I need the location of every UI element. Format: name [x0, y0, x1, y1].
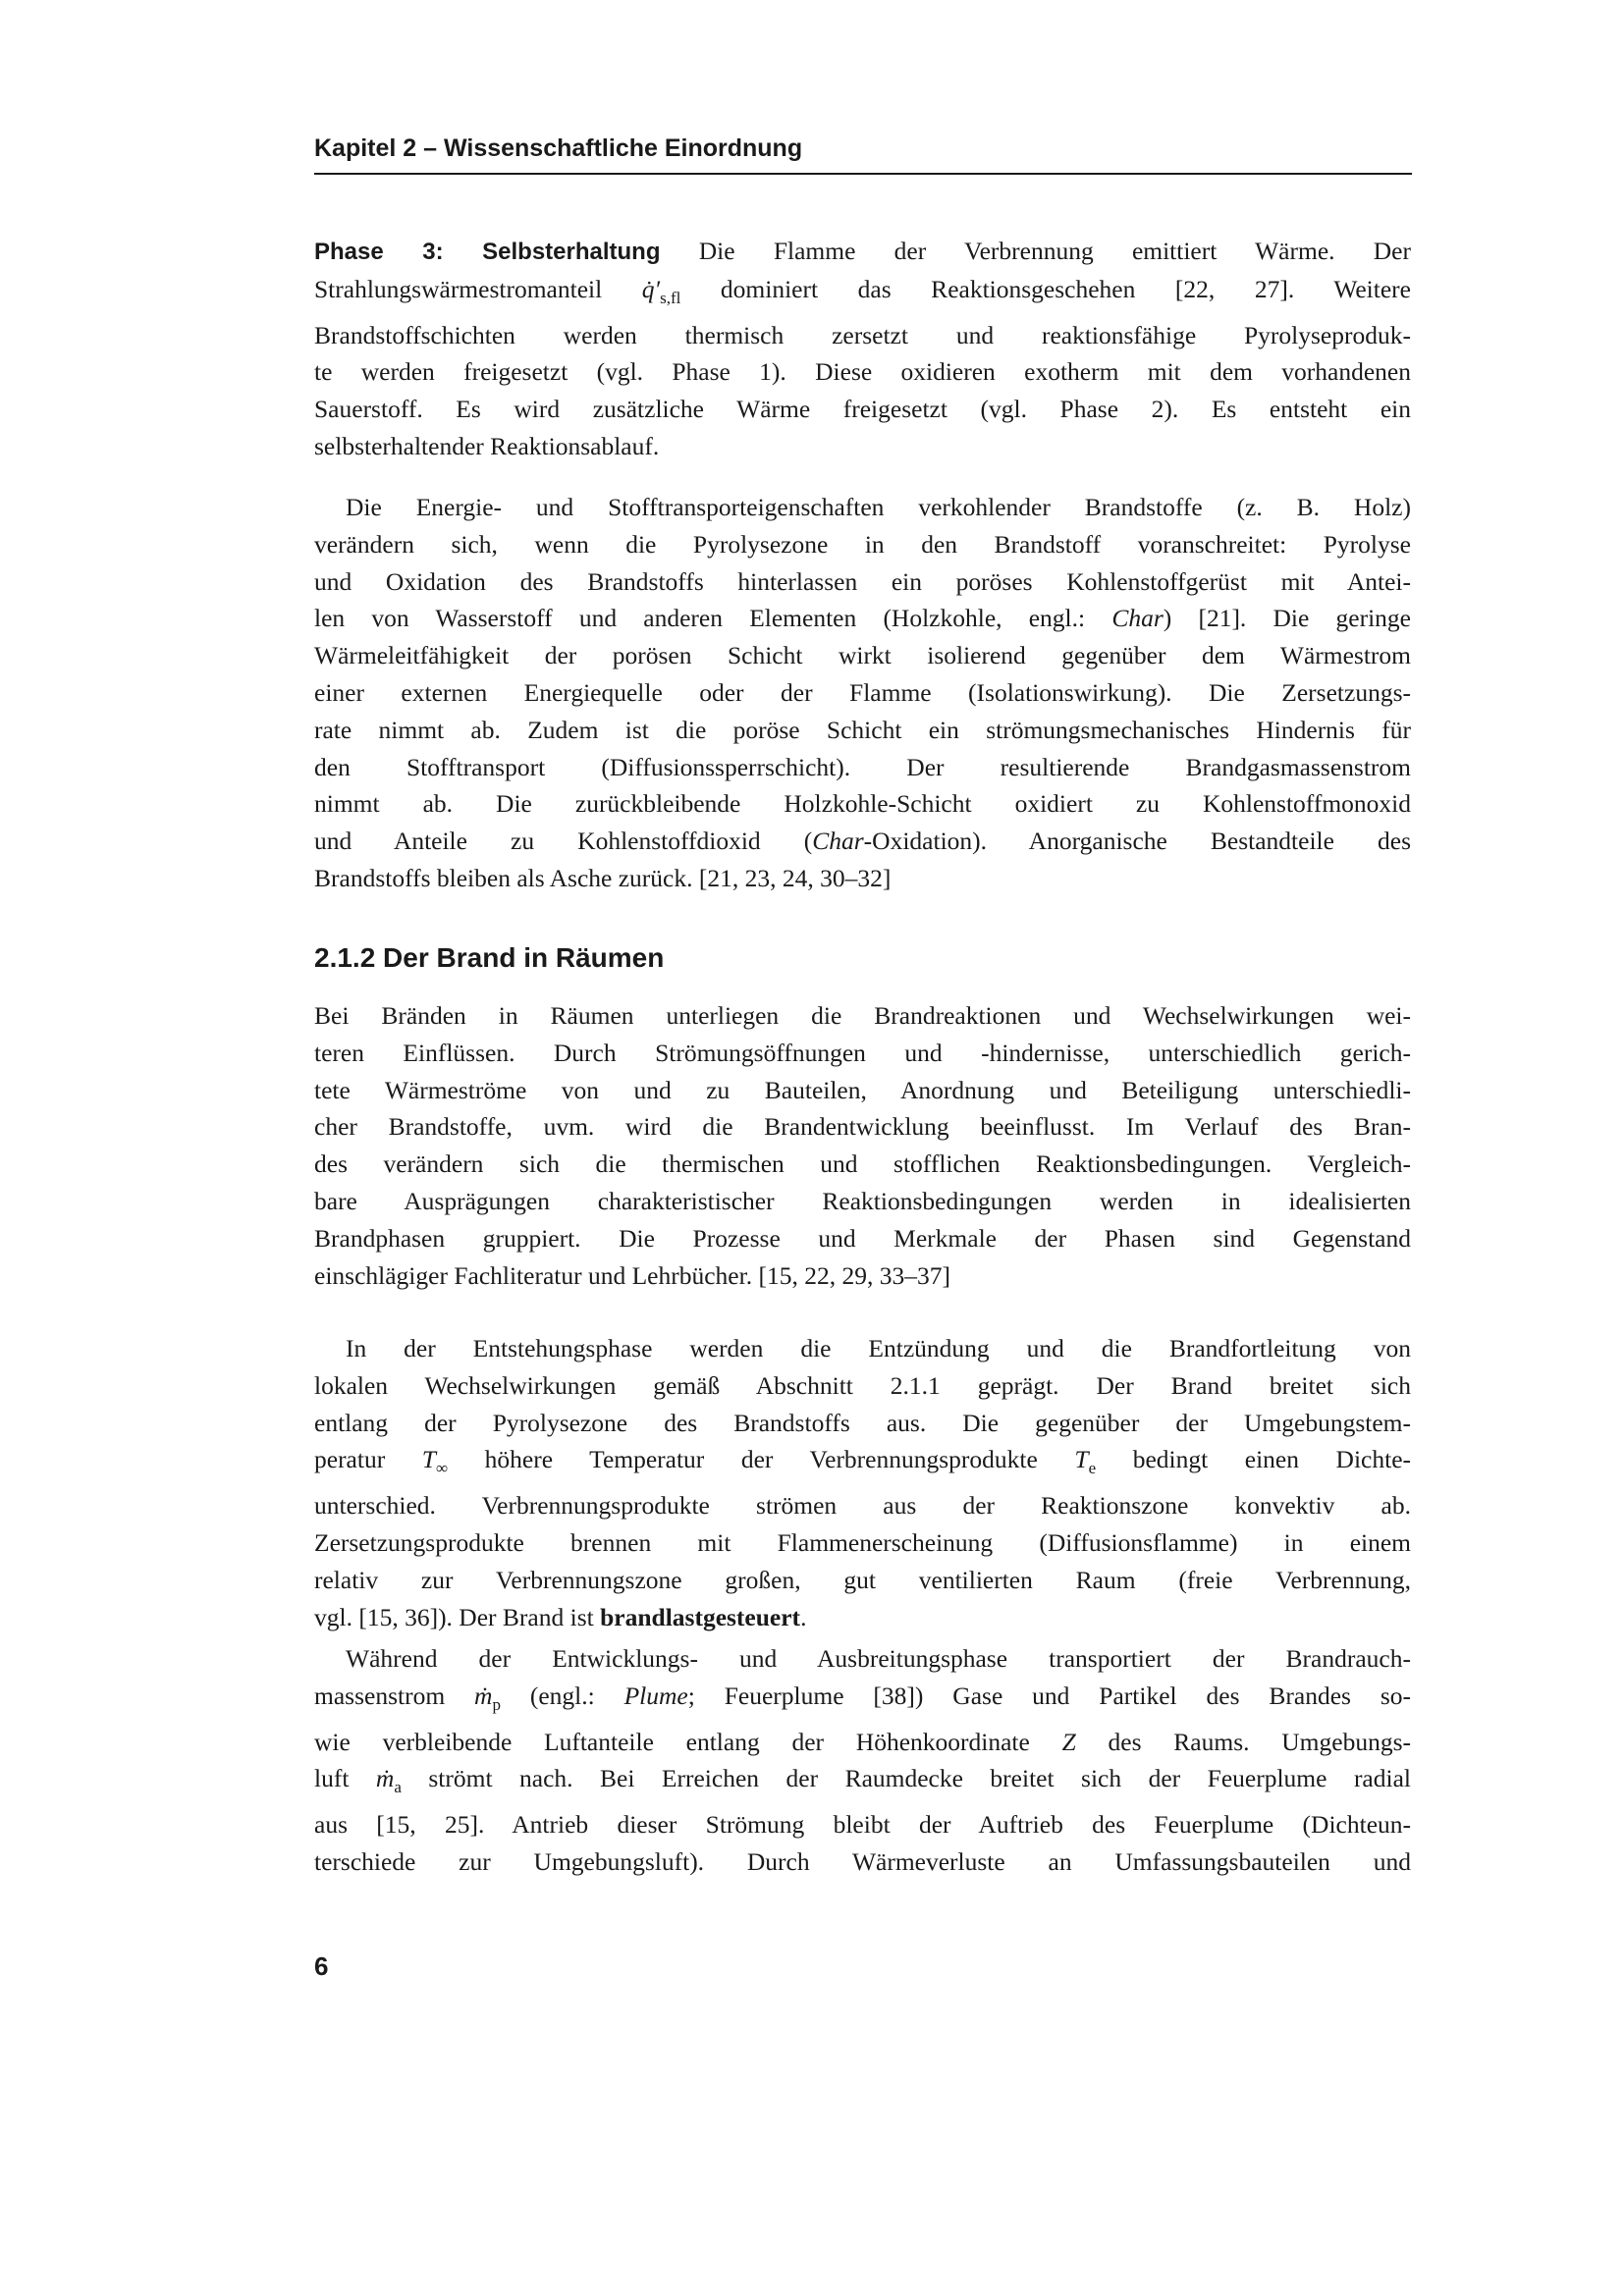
text-run: bedingt einen Dichte-	[1096, 1445, 1411, 1474]
text-run: einer externen Energiequelle oder der Flamme (Isolationswirkung). Die Zersetzungs-	[314, 677, 1411, 707]
text-run: cher Brandstoffe, uvm. wird die Brandentwicklung beeinflusst. Im Verlauf des Bran-	[314, 1112, 1411, 1142]
text-run: In der Entstehungsphase werden die Entzündung und die Brandfortleitung von	[346, 1334, 1411, 1362]
text-line	[314, 637, 1411, 674]
math-symbol	[641, 274, 681, 307]
text-line	[314, 1108, 1411, 1146]
math-subscript: p	[492, 1694, 501, 1714]
text-run: terschiede zur Umgebungsluft). Durch Wärmeverluste an Umfassungsbauteilen und	[314, 1847, 1411, 1877]
text-run: Die Flamme der Verbrennung emittiert Wärme. Der	[660, 237, 1411, 265]
text-run: len von Wasserstoff und anderen Elementen (Holzkohle, engl.:	[314, 604, 1112, 633]
text-run: (engl.:	[500, 1681, 624, 1710]
text-line	[314, 1599, 1411, 1636]
header-rule	[314, 173, 1412, 175]
running-header: Kapitel 2 – Wissenschaftliche Einordnung	[314, 134, 803, 162]
text-line	[314, 428, 1411, 465]
text-line	[314, 1724, 1411, 1761]
text-run: höhere Temperatur der Verbrennungsprodukte	[448, 1445, 1075, 1474]
text-run: Brandstoffschichten werden thermisch zersetzt und reaktionsfähige Pyrolyseproduk-	[314, 320, 1411, 349]
text-line	[314, 749, 1411, 786]
text-line	[314, 1257, 1411, 1295]
math-subscript: a	[394, 1778, 402, 1797]
text-line	[314, 1367, 1411, 1405]
math-symbol	[375, 1764, 402, 1797]
text-run: Brandstoffs bleiben als Asche zurück. [21, 23, 24, 30–32]	[314, 863, 892, 892]
text-line	[314, 1146, 1411, 1183]
text-line	[314, 1678, 1411, 1724]
text-run: Brandphasen gruppiert. Die Prozesse und Merkmale der Phasen sind Gegenstand	[314, 1223, 1411, 1253]
text-run: den Stofftransport (Diffusionssperrschicht). Der resultierende Brandgasmassenstrom	[314, 752, 1411, 781]
text-line	[314, 317, 1411, 354]
text-run: Zersetzungsprodukte brennen mit Flammenerscheinung (Diffusionsflamme) in einem	[314, 1528, 1411, 1558]
math-base: q̇′	[641, 274, 661, 303]
paragraph-brand-in-raeumen	[314, 997, 1411, 1294]
text-line	[314, 1330, 1411, 1367]
text-line	[314, 1035, 1411, 1072]
text-line	[314, 526, 1411, 563]
bold-term: brandlastgesteuert	[600, 1602, 801, 1631]
text-line	[314, 712, 1411, 749]
text-line	[314, 1806, 1411, 1843]
italic-term: Z	[1061, 1727, 1076, 1756]
text-run: vgl. [15, 36]). Der Brand ist	[314, 1602, 601, 1631]
text-run: nimmt ab. Die zurückbleibende Holzkohle-Schicht oxidiert zu Kohlenstoffmonoxid	[314, 789, 1411, 819]
text-run: einschlägiger Fachliteratur und Lehrbücher. [15, 22, 29, 33–37]	[314, 1260, 950, 1290]
text-run: bare Ausprägungen charakteristischer Reaktionsbedingungen werden in idealisierten	[314, 1186, 1411, 1215]
text-line	[314, 1760, 1411, 1806]
italic-term: Char	[812, 827, 864, 856]
text-run: Sauerstoff. Es wird zusätzliche Wärme freigesetzt (vgl. Phase 2). Es entsteht ein	[314, 395, 1411, 424]
paragraph-ausbreitungsphase	[314, 1640, 1411, 1881]
text-line	[314, 1220, 1411, 1257]
run-in-heading: Phase 3: Selbsterhaltung	[314, 239, 661, 265]
text-run: rate nimmt ab. Zudem ist die poröse Schicht ein strömungsmechanisches Hindernis für	[314, 715, 1411, 744]
paragraph-phase-3	[314, 233, 1411, 465]
text-line	[314, 785, 1411, 823]
text-run: relativ zur Verbrennungszone großen, gut ventilierten Raum (freie Verbrennung,	[314, 1565, 1411, 1594]
text-line	[314, 391, 1411, 428]
math-symbol	[474, 1681, 501, 1714]
text-run: -Oxidation). Anorganische Bestandteile des	[863, 827, 1411, 856]
text-run: und Oxidation des Brandstoffs hinterlassen ein poröses Kohlenstoffgerüst mit Antei-	[314, 566, 1411, 596]
text-line	[314, 1072, 1411, 1109]
text-run: Strahlungswärmestromanteil	[314, 274, 642, 303]
text-run: verändern sich, wenn die Pyrolysezone in den Brandstoff voranschreitet: Pyrolyse	[314, 529, 1411, 559]
text-run: tete Wärmeströme von und zu Bauteilen, Anordnung und Beteiligung unterschiedli-	[314, 1075, 1411, 1104]
text-run: teren Einflüssen. Durch Strömungsöffnungen und -hindernisse, unterschiedlich gerich-	[314, 1038, 1411, 1067]
text-run: Wärmeleitfähigkeit der porösen Schicht wirkt isolierend gegenüber dem Wärmestrom	[314, 641, 1411, 670]
text-run: des Raums. Umgebungs-	[1075, 1727, 1412, 1756]
text-line	[314, 353, 1411, 391]
text-line	[314, 1183, 1411, 1220]
text-run: Bei Bränden in Räumen unterliegen die Brandreaktionen und Wechselwirkungen wei-	[314, 1001, 1411, 1030]
text-run: ) [21]. Die geringe	[1163, 604, 1411, 633]
text-run: lokalen Wechselwirkungen gemäß Abschnitt 2.1.1 geprägt. Der Brand breitet sich	[314, 1370, 1411, 1400]
math-subscript: ∞	[435, 1459, 449, 1478]
text-run: selbsterhaltender Reaktionsablauf.	[314, 432, 660, 461]
italic-term: Char	[1111, 604, 1164, 633]
math-base: ṁ	[474, 1681, 493, 1710]
text-run: massenstrom	[314, 1681, 475, 1710]
text-run: des verändern sich die thermischen und stofflichen Reaktionsbedingungen. Vergleich-	[314, 1149, 1411, 1179]
text-line	[314, 1405, 1411, 1442]
math-symbol	[421, 1445, 449, 1478]
italic-term: Plume	[623, 1681, 688, 1710]
math-subscript: s,fl	[660, 288, 681, 307]
text-line	[314, 1843, 1411, 1881]
text-line	[314, 997, 1411, 1035]
text-run: peratur	[314, 1445, 422, 1474]
text-line	[314, 1441, 1411, 1487]
paragraph-entstehungsphase	[314, 1330, 1411, 1635]
text-run: Die Energie- und Stofftransporteigenschaften verkohlender Brandstoffe (z. B. Holz)	[346, 493, 1411, 521]
text-line	[314, 674, 1411, 712]
text-line	[314, 823, 1411, 860]
text-run: Während der Entwicklungs- und Ausbreitungsphase transportiert der Brandrauch-	[346, 1644, 1411, 1673]
text-run: unterschied. Verbrennungsprodukte strömen aus der Reaktionszone konvektiv ab.	[314, 1491, 1411, 1521]
math-base: T	[421, 1445, 436, 1474]
section-heading: 2.1.2 Der Brand in Räumen	[314, 942, 665, 973]
text-run: te werden freigesetzt (vgl. Phase 1). Diese oxidieren exotherm mit dem vorhandenen	[314, 357, 1411, 387]
text-run: ; Feuerplume [38]) Gase und Partikel des Brandes so-	[687, 1681, 1411, 1710]
text-line	[314, 1487, 1411, 1524]
paragraph-char-transport	[314, 489, 1411, 897]
page-number: 6	[314, 1951, 329, 1981]
text-line	[314, 600, 1411, 637]
math-symbol	[1074, 1445, 1097, 1478]
text-run: und Anteile zu Kohlenstoffdioxid (	[314, 827, 813, 856]
text-line	[314, 1640, 1411, 1678]
math-base: T	[1074, 1445, 1089, 1474]
text-line	[314, 1524, 1411, 1562]
text-run: wie verbleibende Luftanteile entlang der Höhenkoordinate	[314, 1727, 1062, 1756]
text-line	[314, 271, 1411, 317]
text-run: aus [15, 25]. Antrieb dieser Strömung bleibt der Auftrieb des Feuerplume (Dichteun-	[314, 1810, 1411, 1840]
text-line	[314, 563, 1411, 601]
text-run: dominiert das Reaktionsgeschehen [22, 27]. Weitere	[680, 274, 1411, 303]
text-line	[314, 1562, 1411, 1599]
text-run: luft	[314, 1764, 376, 1793]
text-run: strömt nach. Bei Erreichen der Raumdecke breitet sich der Feuerplume radial	[401, 1764, 1411, 1793]
text-run: .	[800, 1602, 807, 1631]
text-line	[314, 233, 1411, 271]
math-subscript: e	[1088, 1459, 1097, 1478]
math-base: ṁ	[375, 1764, 395, 1793]
text-run: entlang der Pyrolysezone des Brandstoffs aus. Die gegenüber der Umgebungstem-	[314, 1408, 1411, 1437]
text-line	[314, 860, 1411, 897]
text-line	[314, 489, 1411, 526]
